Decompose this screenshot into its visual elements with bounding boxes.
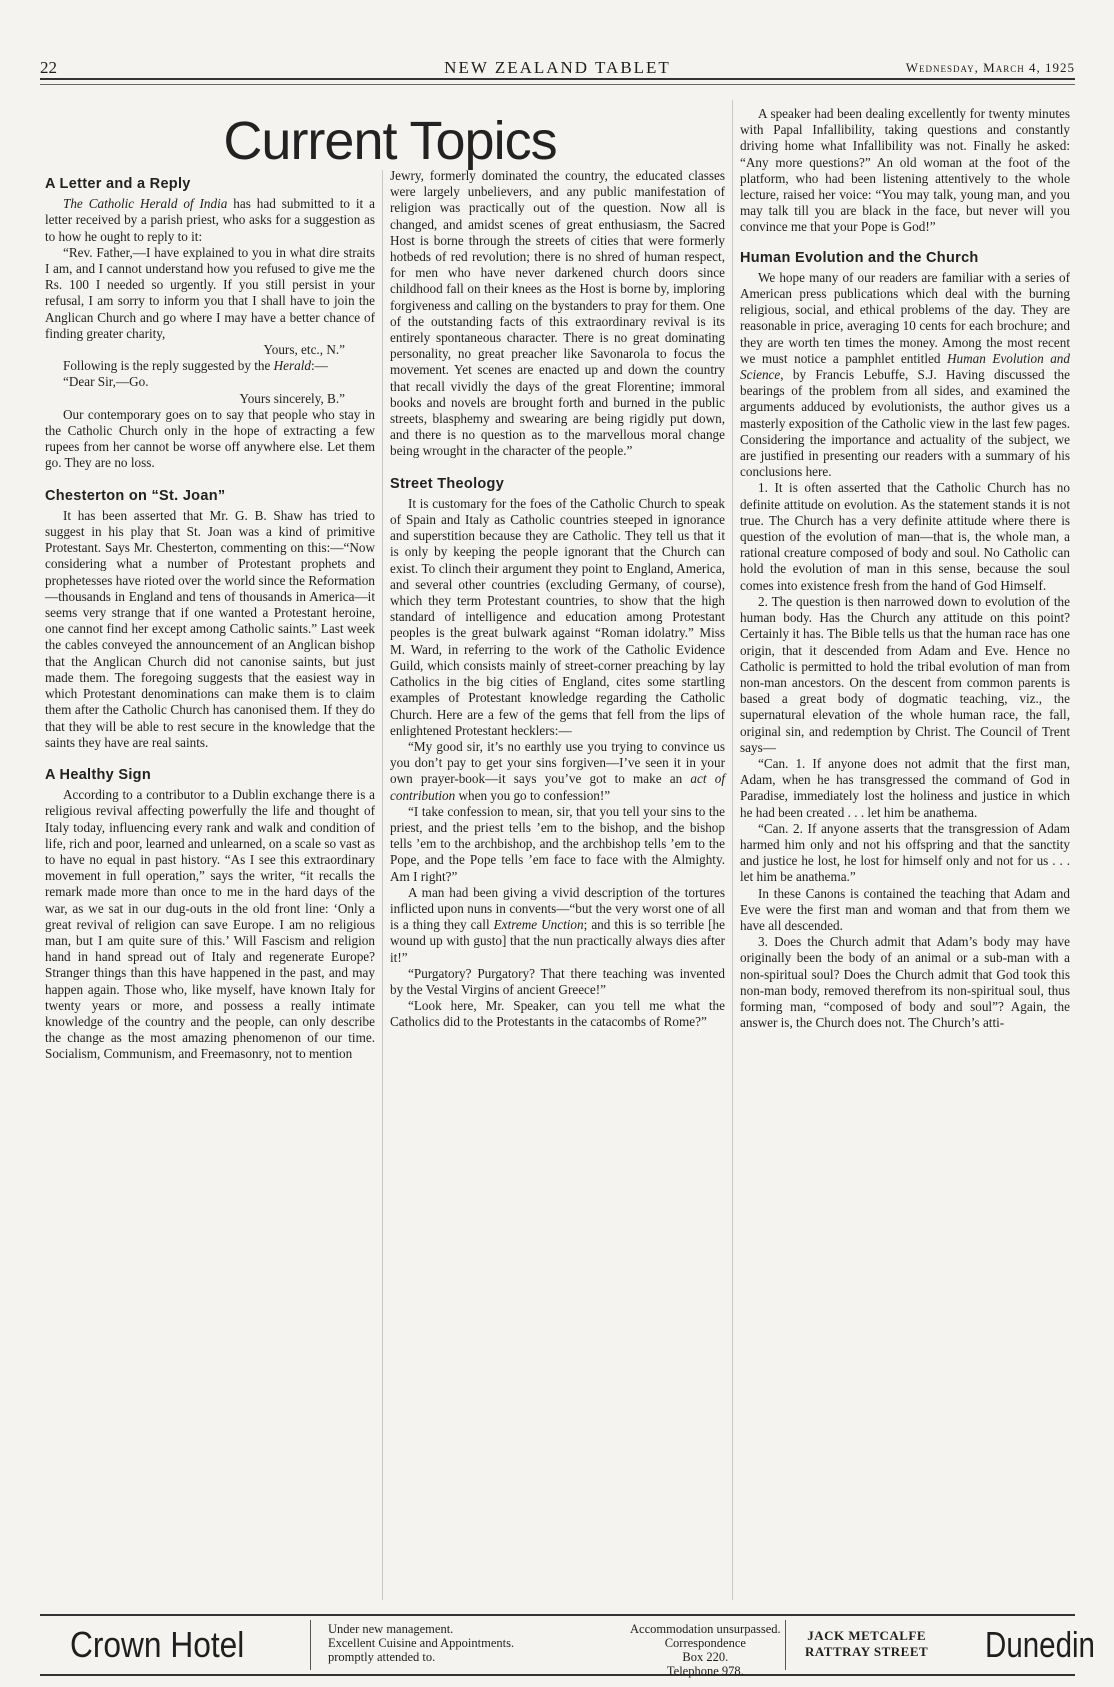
article-paragraph: “Rev. Father,—I have explained to you in what dire straits I am, and I cannot understand how you refused to give me the Rs. 100 I needed so urgently. If you still persist in your refusal, I am sorry to inform you that I shall have to join the Anglican Church and go where I may have a better chance of finding greater charity,	[45, 244, 375, 341]
page-title: Current Topics	[223, 111, 557, 171]
article-paragraph: “Can. 1. If anyone does not admit that the first man, Adam, when he has transgressed the command of God in Paradise, immediately lost the holiness and justice in which he had been created . . . let him be anathema.	[740, 755, 1070, 820]
article-heading: A Letter and a Reply	[45, 176, 191, 192]
article-paragraph: The Catholic Herald of India has had submitted to it a letter received by a parish priest, who asks for a suggestion as to how he ought to reply to it:	[45, 196, 375, 244]
column-divider	[732, 100, 733, 1600]
article-paragraph: It has been asserted that Mr. G. B. Shaw has tried to suggest in his play that St. Joan was a kind of primitive Protestant. Says Mr. Chesterton, commenting on this:—“Now considering what a number of Protestant prophets and prophetesses have rioted over the world since the Reformation—thousands in England and tens of thousands in America—it seems very strange that if one wanted a Protestant heroine, one cannot find her except among Catholic saints.” Last week the cables conveyed the announcement of an Anglican bishop that the Anglican Church did not canonise saints, but just made them. The foregoing suggests that the easiest way in which Protestant denominations can make them is to claim them after the Catholic Church has canonised them. If they do that they will be able to rest secure in the knowledge that the saints they have are real saints.	[45, 507, 375, 750]
signature: Yours sincerely, B.”	[239, 390, 345, 406]
newspaper-title: NEW ZEALAND TABLET	[444, 58, 671, 77]
ad-line: Telephone 978.	[666, 1664, 744, 1678]
article-paragraph: It is customary for the foes of the Catholic Church to speak of Spain and Italy as Catholic countries steeped in ignorance and superstition because they are Catholic. They tell us that it is only by keeping the people ignorant that the Church can exist. To clinch their argument they point to England, America, and several other countries (excluding Germany, of course), which they term Protestant countries, to show that the high standard of intelligence and education among Protestant peoples is the great bulwark against “Roman idolatry.” Miss M. Ward, in referring to the work of the Catholic Evidence Guild, which consists mainly of street-corner preaching by lay Catholics in the big cities of England, cites some startling examples of Protestant knowledge regarding the Catholic Church. Here are a few of the gems that fell from the lips of enlightened Protestant hecklers:—	[390, 495, 725, 738]
article-paragraph: “Dear Sir,—Go.	[63, 374, 149, 390]
issue-date: Wednesday, March 4, 1925	[905, 60, 1075, 75]
ad-proprietor	[805, 1628, 928, 1660]
article-heading: Street Theology	[390, 475, 505, 492]
article-paragraph: A man had been giving a vivid description of the tortures inflicted upon nuns in convents—“but the very worst one of all is a thing they call Extreme Unction; and this is so terrible [he wound up with gusto] that the nun practically always dies after it!”	[390, 884, 725, 965]
ad-hotel-name: Crown Hotel	[70, 1624, 245, 1665]
ad-line: Correspondence	[664, 1636, 746, 1650]
ad-line: Under new management.	[328, 1622, 454, 1636]
article-heading: Chesterton on “St. Joan”	[45, 487, 226, 504]
ad-city-name: Dunedin	[985, 1624, 1095, 1665]
column-divider	[382, 170, 383, 1600]
column-left	[45, 170, 375, 1063]
article-paragraph: Our contemporary goes on to say that people who stay in the Catholic Church only in the hope of extracting a few rupees from her cannot be worse off anywhere else. Let them go. They are no loss.	[45, 406, 375, 471]
column-right	[740, 106, 1070, 1031]
ad-text-block	[328, 1622, 514, 1664]
ad-line: Box 220.	[682, 1650, 729, 1664]
article-paragraph: Jewry, formerly dominated the country, the educated classes were largely unbelievers, and any public manifestation of religion was practically out of the question. Now all is changed, and amidst scenes of great enthusiasm, the Sacred Host is borne through the streets of cities that were formerly hotbeds of red revolution; there is no shred of human respect, for men who have never darkened church doors since childhood fall on their knees as the Host is borne by, imploring forgiveness and calling on the bystanders to pray for them. One of the outstanding facts of this extraordinary revival is its entirely spontaneous character. There is no great dominating personality, no great preacher like Savonarola to focus the movement. Yet scenes are enacted up and down the country that recall vividly the days of the great Florentine; immoral books and novels are brought forth and burned in the public streets, blasphemy and swearing are being rigidly put down, and there is no question as to the marvellous moral change being wrought in the character of the people.”	[390, 168, 725, 459]
masthead-rule	[40, 84, 1075, 85]
column-middle	[390, 168, 725, 1031]
ad-divider	[310, 1620, 311, 1670]
article-paragraph: According to a contributor to a Dublin exchange there is a religious revival affecting powerfully the life and thought of Italy today, influencing every rank and walk and condition of life, rich and poor, learned and unlearned, on a scale so vast as to have no equal in past history. “As I see this extraordinary movement in full operation,” says the writer, “it recalls the remark made more than once to me in the hard days of the war, as we sat in our dug-outs in the old front line: ‘Only a great revival of religion can save Europe. I am no religious man, but I am quite sure of this.’ Will Fascism and religion hand in hand spread out of Italy and regenerate Europe? Stranger things than this have happened in the past, and may happen again. Those who, like myself, have known Italy for twenty years or more, and possess a really intimate knowledge of the country and the people, can only describe the change as the most amazing phenomenon of our time. Socialism, Communism, and Freemasonry, not to mention	[45, 787, 375, 1062]
article-paragraph: “My good sir, it’s no earthly use you trying to convince us you don’t pay to get your sins forgiven—I’ve seen it in your own prayer-book—it says you’ve got to make an act of contribution when you go to confession!”	[390, 738, 725, 803]
article-paragraph: “Look here, Mr. Speaker, can you tell me what the Catholics did to the Protestants in the catacombs of Rome?”	[390, 998, 725, 1030]
signature: Yours, etc., N.”	[263, 342, 345, 358]
article-paragraph: A speaker had been dealing excellently for twenty minutes with Papal Infallibility, taking questions and constantly driving home what Infallibility was not. Finally he asked: “Any more questions?” An old woman at the foot of the platform, who had been listening attentively to the whole lecture, raised her voice: “You may talk, young man, and you may talk till you are black in the face, but never will you convince me that your Pope is God!”	[740, 106, 1070, 235]
ad-line: RATTRAY STREET	[805, 1644, 929, 1659]
article-paragraph: We hope many of our readers are familiar with a series of American press publications which deal with the burning religious, social, and ethical problems of the day. They are reasonable in price, averaging 10 cents for each brochure; and they are worth ten times the money. Among the most recent we must notice a pamphlet entitled Human Evolution and Science, by Francis Lebuffe, S.J. Having discussed the bearings of the problem from all sides, and examined the arguments adduced by evolutionists, the author gives us a masterly exposition of the Catholic view in the last few pages. Considering the importance and actuality of the subject, we are justified in presenting our readers with a summary of his conclusions here.	[740, 269, 1070, 480]
article-heading: Human Evolution and the Church	[740, 249, 979, 266]
masthead	[40, 52, 1075, 80]
ad-text-block	[630, 1622, 781, 1678]
article-heading: A Healthy Sign	[45, 766, 151, 783]
article-paragraph: 3. Does the Church admit that Adam’s body may have originally been the body of an animal or a sub-man with a non-spiritual soul? Does the Church admit that God took this non-man body, removed therefrom its non-spiritual soul, thus forming man, “composed of body and soul”? Again, the answer is, the Church does not. The Church’s atti-	[740, 934, 1070, 1031]
ad-line: Excellent Cuisine and Appointments.	[328, 1636, 515, 1650]
article-paragraph: 2. The question is then narrowed down to evolution of the human body. Has the Church any attitude on this point? Certainly it has. The Bible tells us that the human race has one origin, that it descended from Adam and Eve. Hence no Catholic is permitted to hold the tribal evolution of man from non-man ancestors. On the descent from common parents is based a great body of dogmatic teaching, viz., the supernatural elevation of the whole human race, the fall, original sin, and redemption by Christ. The Council of Trent says—	[740, 593, 1070, 755]
ad-line: JACK METCALFE	[807, 1628, 926, 1643]
article-paragraph: “Can. 2. If anyone asserts that the transgression of Adam harmed him only and not his offspring and that the sanctity and justice he lost, he lost for himself only and not for us . . . let him be anathema.”	[740, 820, 1070, 885]
page-number: 22	[40, 58, 57, 77]
article-paragraph: In these Canons is contained the teaching that Adam and Eve were the first man and woman and that from them we have all descended.	[740, 885, 1070, 933]
ad-line: promptly attended to.	[328, 1650, 436, 1664]
ad-divider	[785, 1620, 786, 1670]
article-paragraph: “I take confession to mean, sir, that you tell your sins to the priest, and the priest tells ’em to the bishop, and the bishop tells ’em to the archbishop, and the archbishop tells ’em to the Pope, and the Pope tells ’em face to face with the Almighty. Am I right?”	[390, 803, 725, 884]
article-paragraph: “Purgatory? Purgatory? That there teaching was invented by the Vestal Virgins of ancient Greece!”	[390, 965, 725, 997]
article-paragraph: 1. It is often asserted that the Catholic Church has no definite attitude on evolution. As the statement stands it is not true. The Church has a very definite attitude where there is question of the evolution of man—that is, the whole man, a rational creature composed of body and soul. No Catholic can hold the evolution of man in this sense, because the soul comes into existence fresh from the hand of God Himself.	[740, 480, 1070, 593]
advertisement	[40, 1614, 1095, 1678]
article-paragraph: Following is the reply suggested by the Herald:—	[63, 358, 328, 374]
ad-line: Accommodation unsurpassed.	[630, 1622, 781, 1636]
